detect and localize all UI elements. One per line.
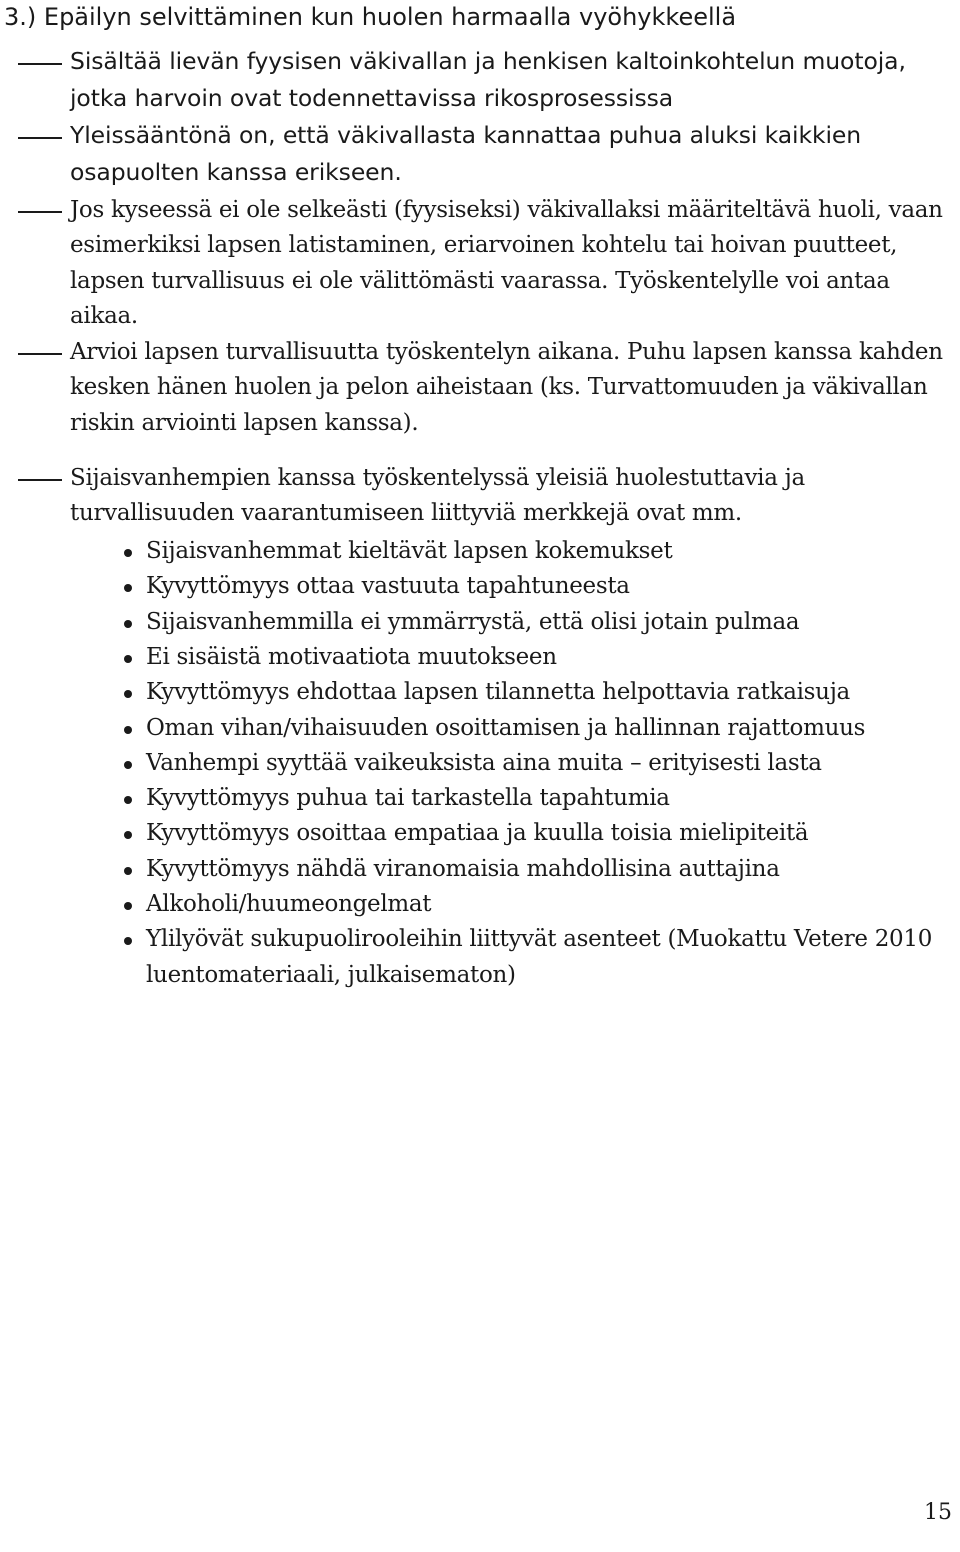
bullet-icon [124, 690, 132, 698]
dash-item-text: Sijaisvanhempien kanssa työskentelyssä yleisiä huolestuttavia ja turvallisuuden vaarantumiseen liittyviä merkkejä ovat mm. [70, 465, 805, 527]
dash-item-text: Jos kyseessä ei ole selkeästi (fyysiseksi) väkivallaksi määriteltävä huoli, vaan esimerkiksi lapsen latistaminen, eriarvoinen kohtelu tai hoivan puutteet, lapsen turvallisuus ei ole välittömästi vaarassa. Työskentelylle voi antaa aikaa. [70, 197, 943, 329]
dash-marker [18, 211, 62, 213]
list-item-text: Oman vihan/vihaisuuden osoittamisen ja hallinnan rajattomuus [146, 714, 866, 741]
list-item-text: Kyvyttömyys ehdottaa lapsen tilannetta helpottavia ratkaisuja [146, 679, 850, 706]
list-item-text: Ei sisäistä motivaatiota muutokseen [146, 643, 557, 670]
dash-item-text: Sisältää lievän fyysisen väkivallan ja henkisen kaltoinkohtelun muotoja, jotka harvoin ovat todennettavissa rikosprosessissa [70, 47, 906, 112]
bullet-icon [124, 761, 132, 769]
list-item-text: Kyvyttömyys osoittaa empatiaa ja kuulla toisia mielipiteitä [146, 820, 809, 847]
dash-marker [18, 137, 62, 139]
list-item-text: Alkoholi/huumeongelmat [146, 891, 432, 917]
dash-marker [18, 353, 62, 355]
dash-marker [18, 479, 62, 481]
list-item-text: Sijaisvanhemmilla ei ymmärrystä, että olisi jotain pulmaa [146, 608, 800, 635]
section-number: 3.) [4, 3, 37, 31]
page-number: 15 [924, 1500, 952, 1525]
list-item-text: Kyvyttömyys ottaa vastuuta tapahtuneesta [146, 573, 630, 600]
list-item-text: Vanhempi syyttää vaikeuksista aina muita – erityisesti lasta [146, 749, 822, 776]
bullet-icon [124, 902, 132, 910]
bullet-icon [124, 796, 132, 804]
dash-item-text: Yleissääntönä on, että väkivallasta kannattaa puhua aluksi kaikkien osapuolten kanssa erikseen. [70, 121, 862, 186]
list-item-text: Kyvyttömyys puhua tai tarkastella tapahtumia [146, 785, 670, 812]
list-item-text: Ylilyövät sukupuolirooleihin liittyvät asenteet (Muokattu Vetere 2010 luentomateriaali, julkaisematon) [146, 926, 933, 988]
bullet-icon [124, 726, 132, 734]
bullet-icon [124, 620, 132, 628]
bullet-icon [124, 584, 132, 592]
section-heading [4, 0, 954, 34]
section-title: Epäilyn selvittäminen kun huolen harmaalla vyöhykkeellä [43, 3, 737, 31]
dash-marker [18, 63, 62, 65]
list-item-text: Kyvyttömyys nähdä viranomaisia mahdollisina auttajina [146, 855, 780, 882]
bullet-icon [124, 867, 132, 875]
bullet-icon [124, 549, 132, 557]
bullet-icon [124, 937, 132, 945]
list-item-text: Sijaisvanhemmat kieltävät lapsen kokemukset [146, 538, 673, 564]
bullet-icon [124, 831, 132, 839]
dash-item-text: Arvioi lapsen turvallisuutta työskentelyn aikana. Puhu lapsen kanssa kahden kesken hänen huolen ja pelon aiheistaan (ks. Turvattomuuden ja väkivallan riskin arviointi lapsen kanssa). [70, 339, 943, 436]
bullet-icon [124, 655, 132, 663]
